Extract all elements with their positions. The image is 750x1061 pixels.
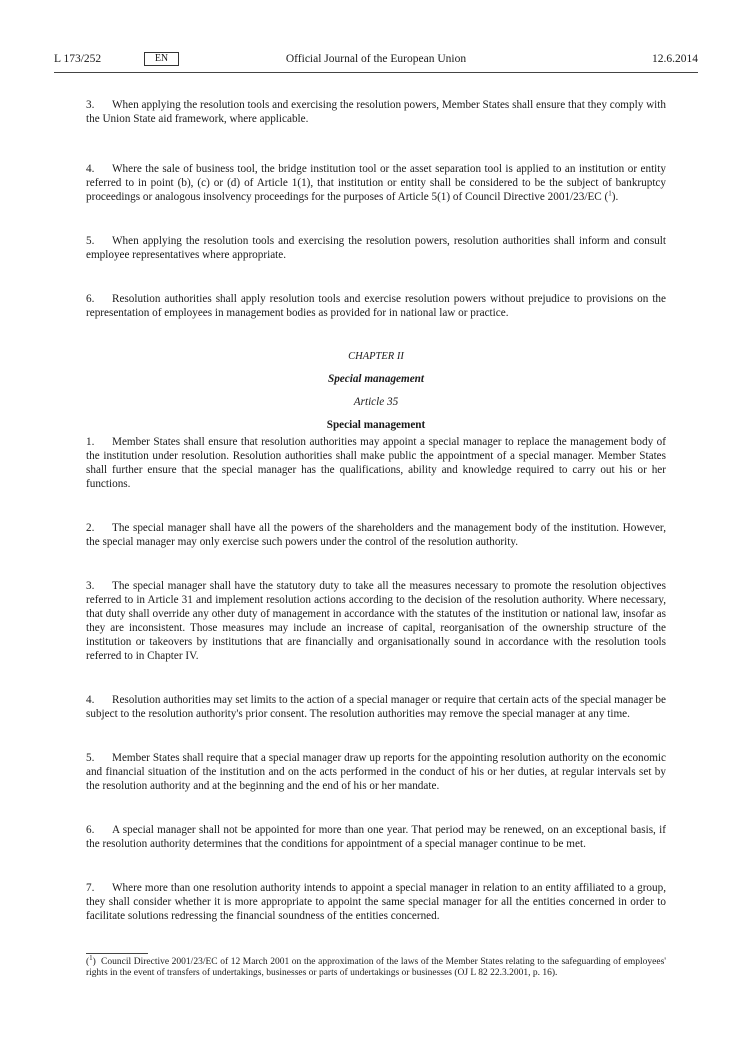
journal-title: Official Journal of the European Union xyxy=(285,53,467,65)
document-body xyxy=(86,98,666,923)
paragraph-number: 4. xyxy=(86,694,95,706)
footnote-open: ( xyxy=(86,957,90,967)
paragraph-number: 7. xyxy=(86,882,95,894)
paragraph-text: When applying the resolution tools and exercising the resolution powers, Member States shall ensure that they comply with the Union State aid framework, where applicable. xyxy=(86,99,666,125)
paragraph-number: 3. xyxy=(86,580,95,592)
article-paragraph-4 xyxy=(86,693,666,721)
paragraph-number: 3. xyxy=(86,99,95,111)
paragraph-number: 5. xyxy=(86,752,95,764)
language-badge: EN xyxy=(144,52,179,66)
footnote-rule xyxy=(86,953,148,954)
paragraph-tail: ). xyxy=(611,191,619,203)
page-header xyxy=(54,52,698,70)
footnote-close: ) xyxy=(92,957,96,967)
paragraph-text: Member States shall ensure that resolution authorities may appoint a special manager to replace the management body of the institution under resolution. Resolution authorities shall make public the appointment of a special manager. Member States shall further ensure that the special manager has the qualifications, ability and knowledge required to carry out his or her functions. xyxy=(86,436,666,490)
header-rule xyxy=(54,72,698,73)
paragraph-text: A special manager shall not be appointed for more than one year. That period may be renewed, on an exceptional basis, if the resolution authority determines that the conditions for appointment of a special manager continue to be met. xyxy=(86,824,666,850)
paragraph-number: 6. xyxy=(86,293,95,305)
article-paragraph-3 xyxy=(86,579,666,663)
paragraph-number: 2. xyxy=(86,522,95,534)
paragraph-text: Member States shall require that a special manager draw up reports for the appointing resolution authority on the economic and financial situation of the institution and on the acts performed in the conduct of his or her duties, at regular intervals set by the resolution authority and at the beginning and the end of his or her mandate. xyxy=(86,752,666,792)
article-title: Special management xyxy=(326,419,426,431)
chapter-title: Special management xyxy=(327,373,425,385)
paragraph-text: Where more than one resolution authority intends to appoint a special manager in relation to an entity affiliated to a group, they shall consider whether it is more appropriate to appoint the same special manager for all the entities concerned in order to facilitate solutions redressing the financial soundness of the entities concerned. xyxy=(86,882,666,922)
paragraph-text: The special manager shall have all the powers of the shareholders and the management body of the institution. However, the special manager may only exercise such powers under the control of the resolution authority. xyxy=(86,522,666,548)
paragraph-number: 1. xyxy=(86,436,95,448)
paragraph-text: The special manager shall have the statutory duty to take all the measures necessary to promote the resolution objectives referred to in Article 31 and implement resolution actions according to the decision of the resolution authority. Where necessary, that duty shall override any other duty of management in accordance with the statutes of the institution or national law, insofar as they are inconsistent. Those measures may include an increase of capital, reorganisation of the ownership structure of the institution or takeovers by institutions that are financially and organisationally sound in accordance with the resolution tools referred to in Chapter IV. xyxy=(86,580,666,662)
footnote-text: Council Directive 2001/23/EC of 12 March 2001 on the approximation of the laws of the Member States relating to the safeguarding of employees' rights in the event of transfers of undertakings, businesses or parts of undertakings or businesses (OJ L 82 22.3.2001, p. 16). xyxy=(86,957,666,978)
paragraph-text: When applying the resolution tools and exercising the resolution powers, resolution authorities shall inform and consult employee representatives where appropriate. xyxy=(86,235,666,261)
paragraph-6 xyxy=(86,292,666,320)
paragraph-3 xyxy=(86,98,666,126)
paragraph-number: 5. xyxy=(86,235,95,247)
footnote-marker: 1 xyxy=(89,953,93,962)
paragraph-number: 6. xyxy=(86,824,95,836)
page-reference: L 173/252 xyxy=(54,53,102,65)
footnote xyxy=(86,953,666,979)
chapter-label: CHAPTER II xyxy=(348,351,404,362)
paragraph-text: Resolution authorities shall apply resolution tools and exercise resolution powers without prejudice to provisions on the representation of employees in management bodies as provided for in national law or practice. xyxy=(86,293,666,319)
footnote-reference[interactable]: 1 xyxy=(608,189,612,198)
article-paragraph-5 xyxy=(86,751,666,793)
paragraph-text: Resolution authorities may set limits to the action of a special manager or require that certain acts of the special manager be subject to the resolution authority's prior consent. The resolution authorities may remove the special manager at any time. xyxy=(86,694,666,720)
article-paragraph-7 xyxy=(86,881,666,923)
paragraph-number: 4. xyxy=(86,163,95,175)
paragraph-4 xyxy=(86,162,666,204)
publication-date: 12.6.2014 xyxy=(652,53,698,65)
paragraph-text: Where the sale of business tool, the bridge institution tool or the asset separation tool is applied to an institution or entity referred to in point (b), (c) or (d) of Article 1(1), that institution or entity shall be considered to be the subject of bankruptcy proceedings or analogous insolvency proceedings for the purposes of Article 5(1) of Council Directive 2001/23/EC ( xyxy=(86,163,666,203)
article-paragraph-2 xyxy=(86,521,666,549)
article-label: Article 35 xyxy=(353,396,399,408)
article-paragraph-6 xyxy=(86,823,666,851)
article-paragraph-1 xyxy=(86,435,666,491)
paragraph-5 xyxy=(86,234,666,262)
